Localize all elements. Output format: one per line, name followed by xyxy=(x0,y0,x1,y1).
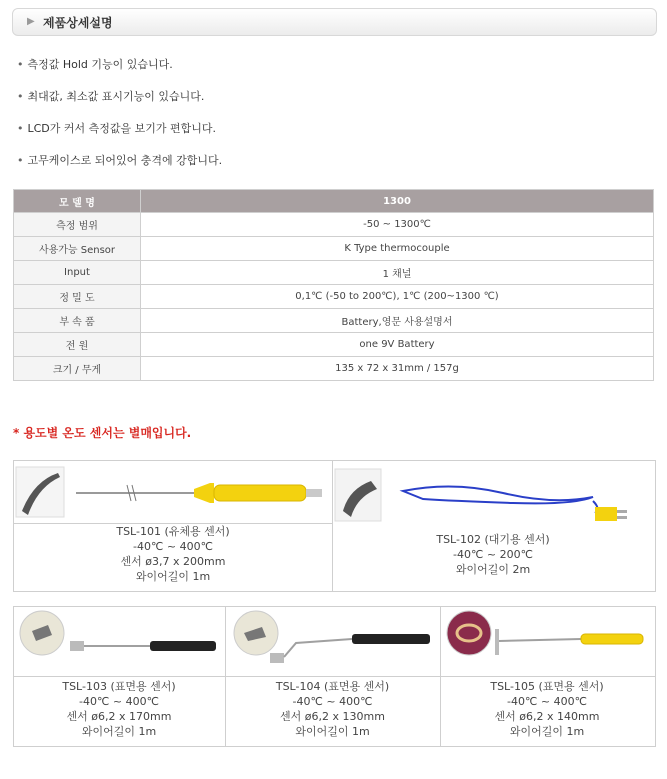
feature-item xyxy=(17,120,216,136)
sensor-model: TSL-101 (유체용 센서) xyxy=(116,525,230,538)
probe-illustration xyxy=(226,607,439,675)
feature-item xyxy=(17,88,204,104)
spec-header-value: 1300 xyxy=(141,190,654,213)
sensor-range: -40℃ ~ 400℃ xyxy=(133,540,213,553)
section-header xyxy=(12,8,657,36)
sensor-model: TSL-102 (대기용 센서) xyxy=(436,533,550,546)
table-row xyxy=(14,213,654,237)
table-row xyxy=(14,357,654,381)
sensor-caption-tsl-103 xyxy=(14,679,224,739)
sensor-model: TSL-103 (표면용 센서) xyxy=(62,680,176,693)
spec-header-label: 모 델 명 xyxy=(14,190,141,213)
table-row xyxy=(14,309,654,333)
spec-table-header xyxy=(14,190,654,213)
spec-value: 135 x 72 x 31mm / 157g xyxy=(141,357,654,381)
feature-text: 최대값, 최소값 표시기능이 있습니다. xyxy=(27,90,205,103)
sensor-wire: 와이어길이 1m xyxy=(509,725,585,738)
spec-label: 전 원 xyxy=(14,333,141,357)
notice-text: * 용도별 온도 센서는 별매입니다. xyxy=(13,426,192,440)
sensor-wire: 와이어길이 2m xyxy=(455,563,531,576)
feature-text: LCD가 커서 측정값을 보기가 편합니다. xyxy=(27,122,217,135)
table-row xyxy=(14,285,654,309)
probe-illustration xyxy=(14,607,224,675)
sensor-image-tsl-104 xyxy=(226,607,439,675)
sensor-size: 센서 ø3,7 x 200mm xyxy=(120,555,226,568)
spec-value: -50 ~ 1300℃ xyxy=(141,213,654,237)
sensor-wire: 와이어길이 1m xyxy=(295,725,370,738)
spec-label: 측정 범위 xyxy=(14,213,141,237)
sensor-wire: 와이어길이 1m xyxy=(81,725,157,738)
spec-value: one 9V Battery xyxy=(141,333,654,357)
arrow-icon: ▶ xyxy=(27,16,35,27)
table-row xyxy=(14,333,654,357)
spec-value: K Type thermocouple xyxy=(141,237,654,261)
sensor-size: 센서 ø6,2 x 140mm xyxy=(494,710,600,723)
sensor-model: TSL-105 (표면용 센서) xyxy=(490,680,604,693)
sensor-range: -40℃ ~ 400℃ xyxy=(79,695,159,708)
sensor-caption-tsl-102 xyxy=(333,532,653,577)
bullet-icon: • xyxy=(17,58,24,71)
sensor-image-tsl-101 xyxy=(14,461,332,523)
spec-label: 사용가능 Sensor xyxy=(14,237,141,261)
spec-value: 0,1℃ (-50 to 200℃), 1℃ (200~1300 ℃) xyxy=(141,285,654,309)
sensor-size: 센서 ø6,2 x 170mm xyxy=(66,710,172,723)
sensor-range: -40℃ ~ 400℃ xyxy=(507,695,587,708)
section-title: 제품상세설명 xyxy=(43,16,113,30)
sensor-image-tsl-102 xyxy=(333,461,653,527)
sensor-model: TSL-104 (표면용 센서) xyxy=(275,680,390,693)
feature-text: 측정값 Hold 기능이 있습니다. xyxy=(27,58,173,71)
feature-item xyxy=(17,56,173,72)
sensor-range: -40℃ ~ 400℃ xyxy=(292,695,373,708)
sensor-caption-tsl-101 xyxy=(14,524,332,584)
table-row xyxy=(14,261,654,285)
feature-text: 고무케이스로 되어있어 충격에 강합니다. xyxy=(27,154,223,167)
bullet-icon: • xyxy=(17,154,24,167)
spec-label: 크기 / 무게 xyxy=(14,357,141,381)
table-row xyxy=(14,237,654,261)
sensor-caption-tsl-105 xyxy=(441,679,653,739)
spec-value: Battery,영문 사용설명서 xyxy=(141,309,654,333)
bullet-icon: • xyxy=(17,122,24,135)
spec-label: Input xyxy=(14,261,141,285)
sensor-image-tsl-105 xyxy=(441,607,653,675)
bullet-icon: • xyxy=(17,90,24,103)
feature-item xyxy=(17,152,222,168)
probe-illustration xyxy=(14,461,332,523)
spec-label: 부 속 품 xyxy=(14,309,141,333)
sensor-range: -40℃ ~ 200℃ xyxy=(453,548,533,561)
sensor-wire: 와이어길이 1m xyxy=(135,570,211,583)
probe-illustration xyxy=(333,461,653,527)
sensor-image-tsl-103 xyxy=(14,607,224,675)
probe-illustration xyxy=(441,607,653,675)
spec-value: 1 채널 xyxy=(141,261,654,285)
divider xyxy=(13,676,655,677)
spec-table xyxy=(13,189,654,381)
spec-label: 정 밀 도 xyxy=(14,285,141,309)
sensor-caption-tsl-104 xyxy=(226,679,439,739)
sensor-size: 센서 ø6,2 x 130mm xyxy=(280,710,385,723)
